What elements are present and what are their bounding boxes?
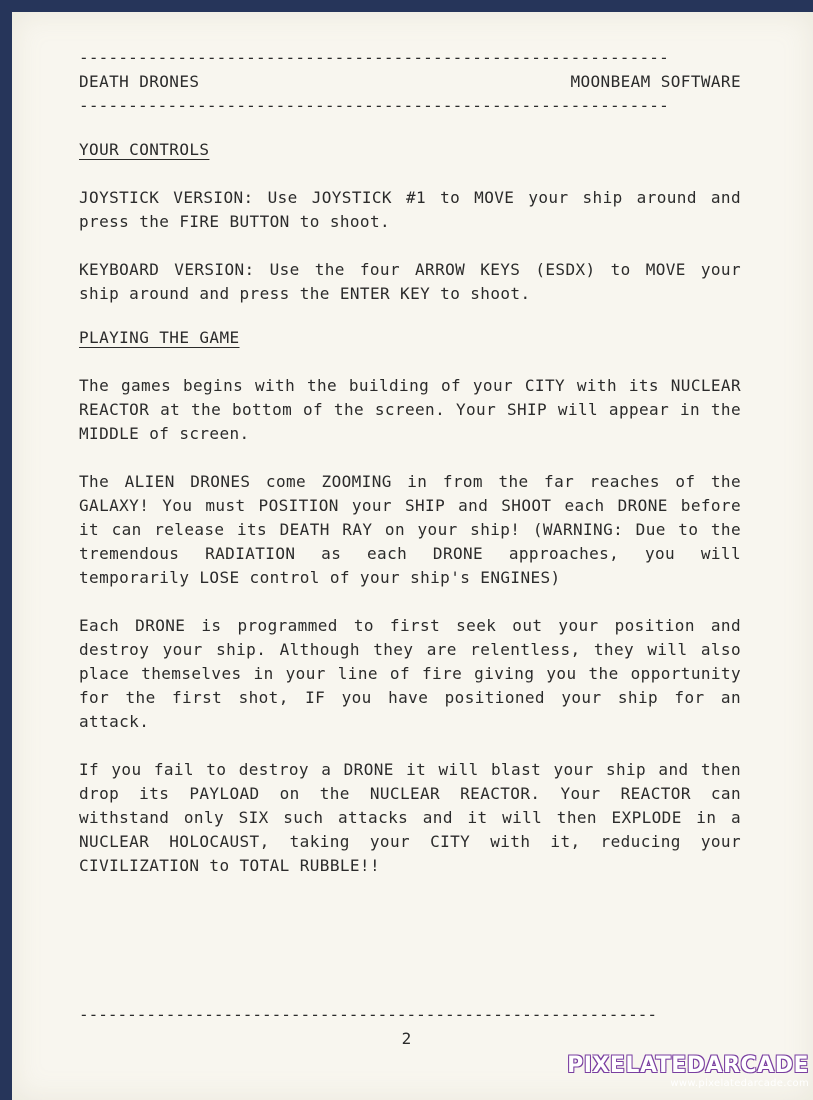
paragraph-city: The games begins with the building of your CITY with its NUCLEAR REACTOR at the bottom of the screen. Your SHIP will appear in the MIDDLE of screen. xyxy=(79,376,741,443)
joystick-instructions: JOYSTICK VERSION: Use JOYSTICK #1 to MOVE your ship around and press the FIRE BUTTON to shoot. xyxy=(79,188,741,231)
manual-content xyxy=(79,46,741,878)
header-top-rule: ------------------------------------------------------------ xyxy=(79,48,669,67)
header-bottom-rule: ------------------------------------------------------------ xyxy=(79,96,669,115)
playing-heading: PLAYING THE GAME xyxy=(79,328,240,347)
controls-heading: YOUR CONTROLS xyxy=(79,140,210,159)
page-number: 2 xyxy=(401,1029,412,1048)
page-header xyxy=(79,70,741,94)
paragraph-reactor: If you fail to destroy a DRONE it will blast your ship and then drop its PAYLOAD on the NUCLEAR REACTOR. Your REACTOR can withstand only SIX such attacks and it will then EXPLODE in a NUCLEAR HOLOCAUST, taking your CITY with it, reducing your CIVILIZATION to TOTAL RUBBLE!! xyxy=(79,760,741,875)
paragraph-drone-behavior: Each DRONE is programmed to first seek out your position and destroy your ship. Although they are relentless, they will also place themselves in your line of fire giving you the opportunity for the first shot, IF you have positioned your ship for an attack. xyxy=(79,616,741,731)
game-title: DEATH DRONES xyxy=(79,72,200,91)
watermark-logo: PIXELATEDARCADE xyxy=(567,1053,809,1078)
keyboard-instructions: KEYBOARD VERSION: Use the four ARROW KEYS (ESDX) to MOVE your ship around and press the ENTER KEY to shoot. xyxy=(79,260,741,303)
footer-rule: ------------------------------------------------------------ xyxy=(79,1005,657,1024)
paragraph-drones-arrive: The ALIEN DRONES come ZOOMING in from the far reaches of the GALAXY! You must POSITION your SHIP and SHOOT each DRONE before it can release its DEATH RAY on your ship! (WARNING: Due to the tremendous RADIATION as each DRONE approaches, you will temporarily LOSE control of your ship's ENGINES) xyxy=(79,472,741,587)
watermark-url: www.pixelatedarcade.com xyxy=(670,1078,809,1089)
watermark xyxy=(567,1054,809,1090)
publisher-name: MOONBEAM SOFTWARE xyxy=(570,72,741,91)
